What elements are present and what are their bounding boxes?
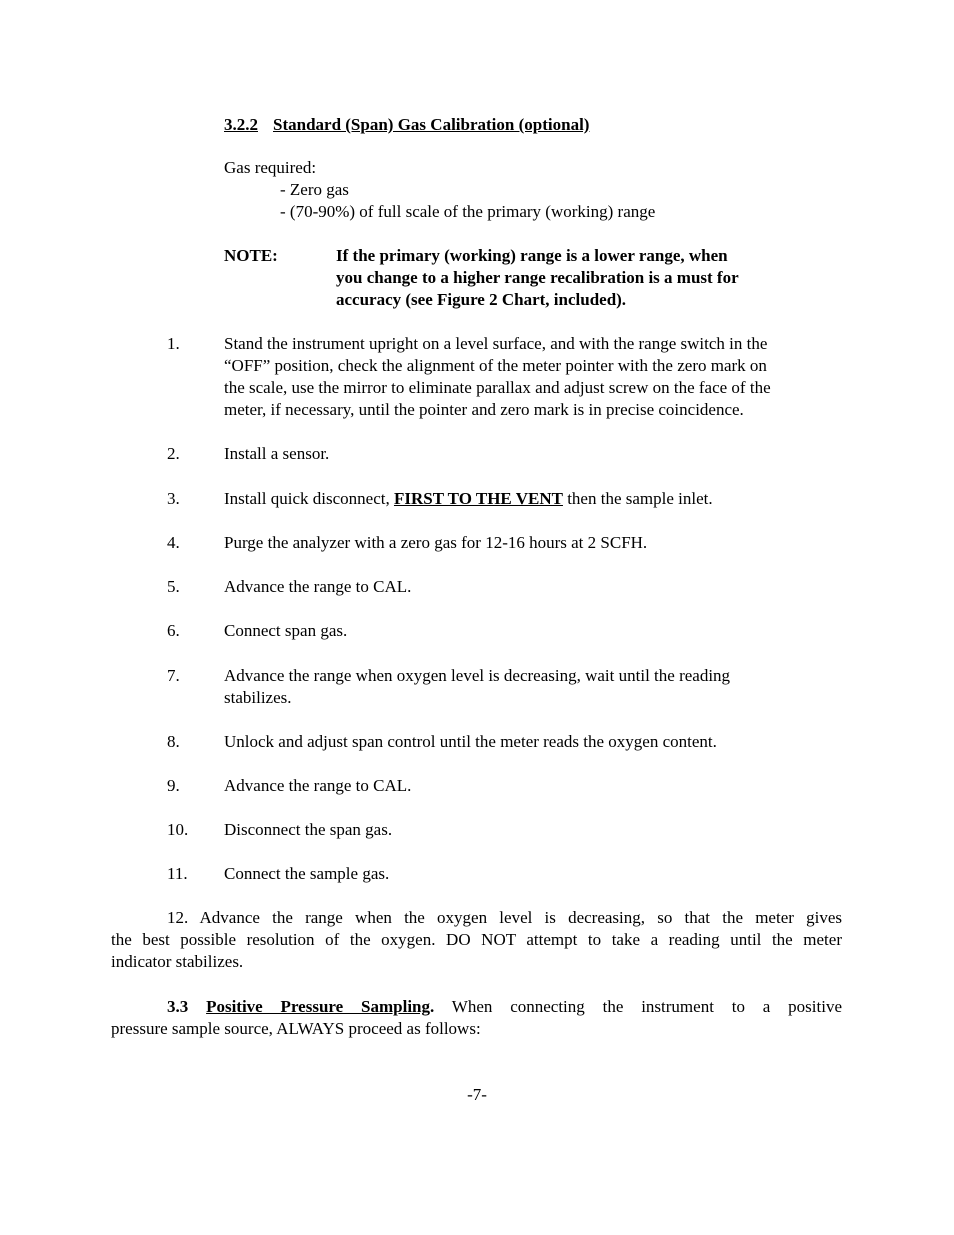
note-label: NOTE: <box>224 246 278 265</box>
step-text: Disconnect the span gas. <box>224 820 393 839</box>
step-text-line: “OFF” position, check the alignment of the meter pointer with the zero mark on <box>224 356 767 375</box>
step-text: Connect the sample gas. <box>224 864 390 883</box>
step-paragraph-line <box>167 907 842 929</box>
step-text: Unlock and adjust span control until the meter reads the oxygen content. <box>224 732 717 751</box>
step-paragraph-line: the best possible resolution of the oxygen. DO NOT attempt to take a reading until the meter <box>111 930 842 949</box>
note-line: accuracy (see Figure 2 Chart, included). <box>336 290 627 309</box>
step-number: 4. <box>167 533 180 552</box>
step-number: 8. <box>167 732 180 751</box>
note-line: you change to a higher range recalibration is a must for <box>336 268 739 287</box>
step-text: Connect span gas. <box>224 621 348 640</box>
step-text-line: Stand the instrument upright on a level surface, and with the range switch in the <box>224 334 768 353</box>
step-number: 3. <box>167 489 180 508</box>
step-number: 1. <box>167 334 180 353</box>
step-text: Install a sensor. <box>224 444 330 463</box>
step-text-after: then the sample inlet. <box>562 489 713 508</box>
step-number: 12. <box>167 908 189 927</box>
section-number: 3.2.2 <box>224 115 258 134</box>
gas-required-item: - Zero gas <box>280 180 349 199</box>
step-text-line: meter, if necessary, until the pointer and zero mark is in precise coincidence. <box>224 400 744 419</box>
section-title-punct: . <box>430 997 435 1016</box>
section-heading <box>224 114 589 136</box>
gas-required-label: Gas required: <box>224 158 317 177</box>
section-paragraph-line: pressure sample source, ALWAYS proceed as follows: <box>111 1019 481 1038</box>
step-text-before: Install quick disconnect, <box>224 489 394 508</box>
step-text <box>224 488 713 510</box>
step-number: 10. <box>167 820 189 839</box>
step-text: Purge the analyzer with a zero gas for 12-16 hours at 2 SCFH. <box>224 533 648 552</box>
gas-required-item: - (70-90%) of full scale of the primary (working) range <box>280 202 656 221</box>
step-number: 5. <box>167 577 180 596</box>
step-emphasis: FIRST TO THE VENT <box>393 489 563 508</box>
step-text: Advance the range to CAL. <box>224 577 412 596</box>
section-title: Positive Pressure Sampling <box>206 997 430 1016</box>
step-number: 11. <box>167 864 188 883</box>
note-line: If the primary (working) range is a lower range, when <box>336 246 728 265</box>
step-number: 9. <box>167 776 180 795</box>
step-text-line: Advance the range when the oxygen level is decreasing, so that the meter gives <box>199 908 842 927</box>
section-title: Standard (Span) Gas Calibration (optional) <box>273 115 590 134</box>
section-paragraph-line <box>167 996 842 1018</box>
step-paragraph-line: indicator stabilizes. <box>111 952 244 971</box>
step-text-line: Advance the range when oxygen level is decreasing, wait until the reading <box>224 666 731 685</box>
section-number: 3.3 <box>167 997 189 1016</box>
step-text-line: stabilizes. <box>224 688 292 707</box>
step-number: 6. <box>167 621 180 640</box>
step-number: 2. <box>167 444 180 463</box>
page-number: -7- <box>467 1085 487 1104</box>
step-number: 7. <box>167 666 180 685</box>
section-text: When connecting the instrument to a positive <box>451 997 842 1016</box>
step-text-line: the scale, use the mirror to eliminate parallax and adjust screw on the face of the <box>224 378 771 397</box>
step-text: Advance the range to CAL. <box>224 776 412 795</box>
